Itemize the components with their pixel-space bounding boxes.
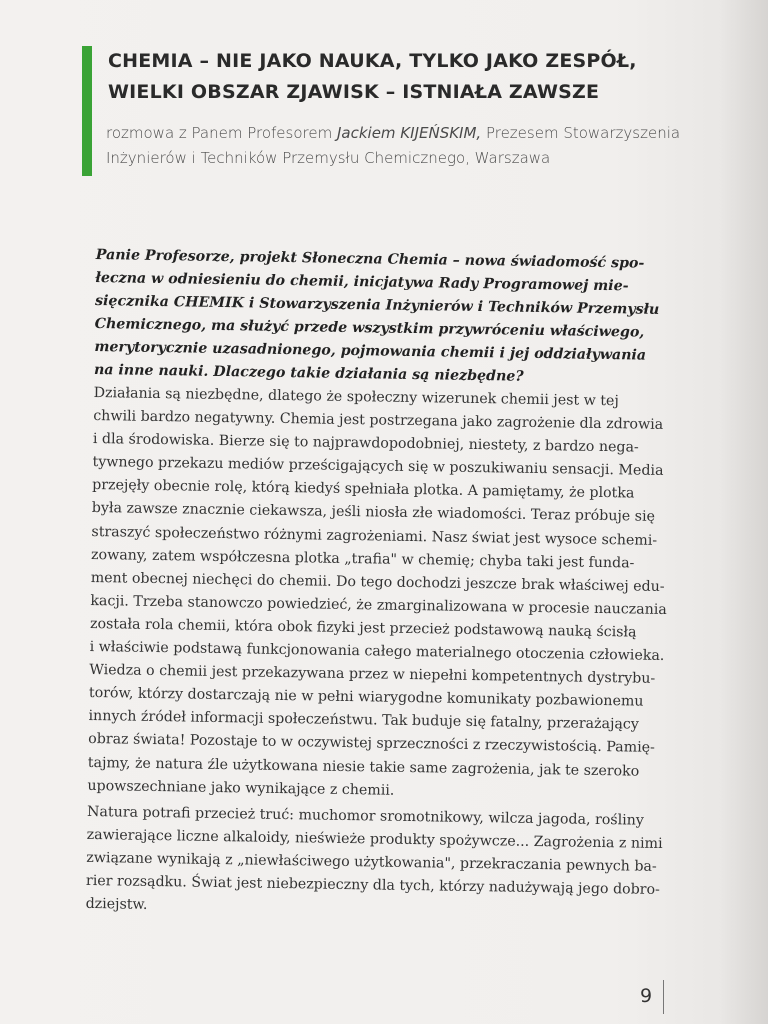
page-number-divider [663, 980, 664, 1014]
page-number: 9 [640, 985, 653, 1007]
interview-question [94, 244, 680, 391]
article-heading [82, 46, 682, 171]
text-line: dziejstw. [85, 895, 148, 913]
text-line: zowany, zatem współczesna plotka „trafia" w chemię; chyba taki jest funda- [90, 546, 635, 572]
text-line: Wiedza o chemii jest przekazywana przez w niepełni kompetentnych dystrybu- [89, 662, 656, 687]
answer-paragraph-1 [87, 382, 677, 807]
title-line: CHEMIA – NIE JAKO NAUKA, TYLKO JAKO ZESPÓŁ, [108, 50, 637, 72]
question-line: na inne nauki. Dlaczego takie działania są niezbędne? [93, 361, 524, 385]
interviewee-name: Jackiem KIJEŃSKIM, [336, 124, 482, 142]
text-line: Działania są niezbędne, dlatego że społeczny wizerunek chemii jest w tej [93, 384, 619, 410]
text-line: związane wynikają z „niewłaściwego użytkowania", przekraczania pewnych ba- [86, 849, 657, 875]
text-line: upowszechniane jako wynikające z chemii. [87, 777, 395, 799]
answer-paragraph-2 [85, 801, 671, 926]
text-line: i właściwie podstawą funkcjonowania całego materialnego otoczenia człowieka. [89, 638, 665, 665]
text-line: tajmy, że natura źle użytkowana niesie takie same zagrożenia, jak te szeroko [87, 754, 640, 780]
question-line: łeczna w odniesieniu do chemii, inicjatywa Rady Programowej mie- [95, 269, 629, 295]
article-body [85, 244, 679, 925]
article-subtitle [106, 121, 682, 171]
title-line: WIELKI OBSZAR ZJAWISK – ISTNIAŁA ZAWSZE [108, 81, 600, 103]
text-line: kacji. Trzeba stanowczo powiedzieć, że zmarginalizowana w procesie nauczania [90, 592, 667, 618]
text-line: była zawsze znacznie ciekawsza, jeśli niosła złe wiadomości. Teraz próbuje się [91, 500, 656, 526]
question-line: sięcznika CHEMIK i Stowarzyszenia Inżynierów i Techników Przemysłu [94, 292, 660, 318]
text-line: straszyć społeczeństwo różnymi zagrożeniami. Nasz świat jest wysoce schemi- [91, 523, 658, 549]
text-line: przejęły obecnie rolę, którą kiedyś spełniała plotka. A pamiętamy, że plotka [92, 477, 635, 502]
text-line: Natura potrafi przecież truć: muchomor sromotnikowy, wilcza jagoda, rośliny [86, 803, 644, 829]
text-line: chwili bardzo negatywny. Chemia jest postrzegana jako zagrożenie dla zdrowia [93, 408, 664, 434]
subtitle-line: Inżynierów i Techników Przemysłu Chemicznego, Warszawa [106, 149, 551, 167]
text-line: obraz świata! Pozostaje to w oczywistej sprzeczności z rzeczywistością. Pamię- [88, 731, 656, 757]
text-line: zawierające liczne alkaloidy, nieświeże produkty spożywcze... Zagrożenia z nimi [86, 826, 663, 852]
accent-bar [82, 46, 92, 176]
text-line: ment obecnej niechęci do chemii. Do tego dochodzi jeszcze brak właściwej edu- [90, 569, 665, 595]
text-line: innych źródeł informacji społeczeństwu. Tak buduje się fatalny, przerażający [88, 708, 639, 733]
text-line: została rola chemii, która obok fizyki jest przecież podstawową nauką ścisłą [89, 615, 637, 641]
question-line: merytorycznie uzasadnionego, pojmowania chemii i jej oddziaływania [94, 338, 647, 364]
text-line: torów, którzy dostarczają nie w pełni wiarygodne komunikaty pozbawionemu [88, 685, 644, 710]
question-line: Chemicznego, ma służyć przede wszystkim przywróceniu właściwego, [94, 315, 645, 341]
page-edge-shadow [720, 0, 768, 1024]
text-line: i dla środowiska. Bierze się to najprawdopodobniej, niestety, z bardzo nega- [92, 431, 639, 456]
article-title [108, 46, 682, 108]
subtitle-line: rozmowa z Panem Profesorem Jackiem KIJEŃSKIM, Prezesem Stowarzyszenia [106, 124, 681, 142]
text-line: tywnego przekazu mediów prześcigających się w poszukiwaniu sensacji. Media [92, 454, 664, 480]
text-line: rier rozsądku. Świat jest niebezpieczny dla tych, którzy nadużywają jego dobro- [85, 872, 660, 898]
question-line: Panie Profesorze, projekt Słoneczna Chemia – nowa świadomość spo- [95, 246, 645, 272]
